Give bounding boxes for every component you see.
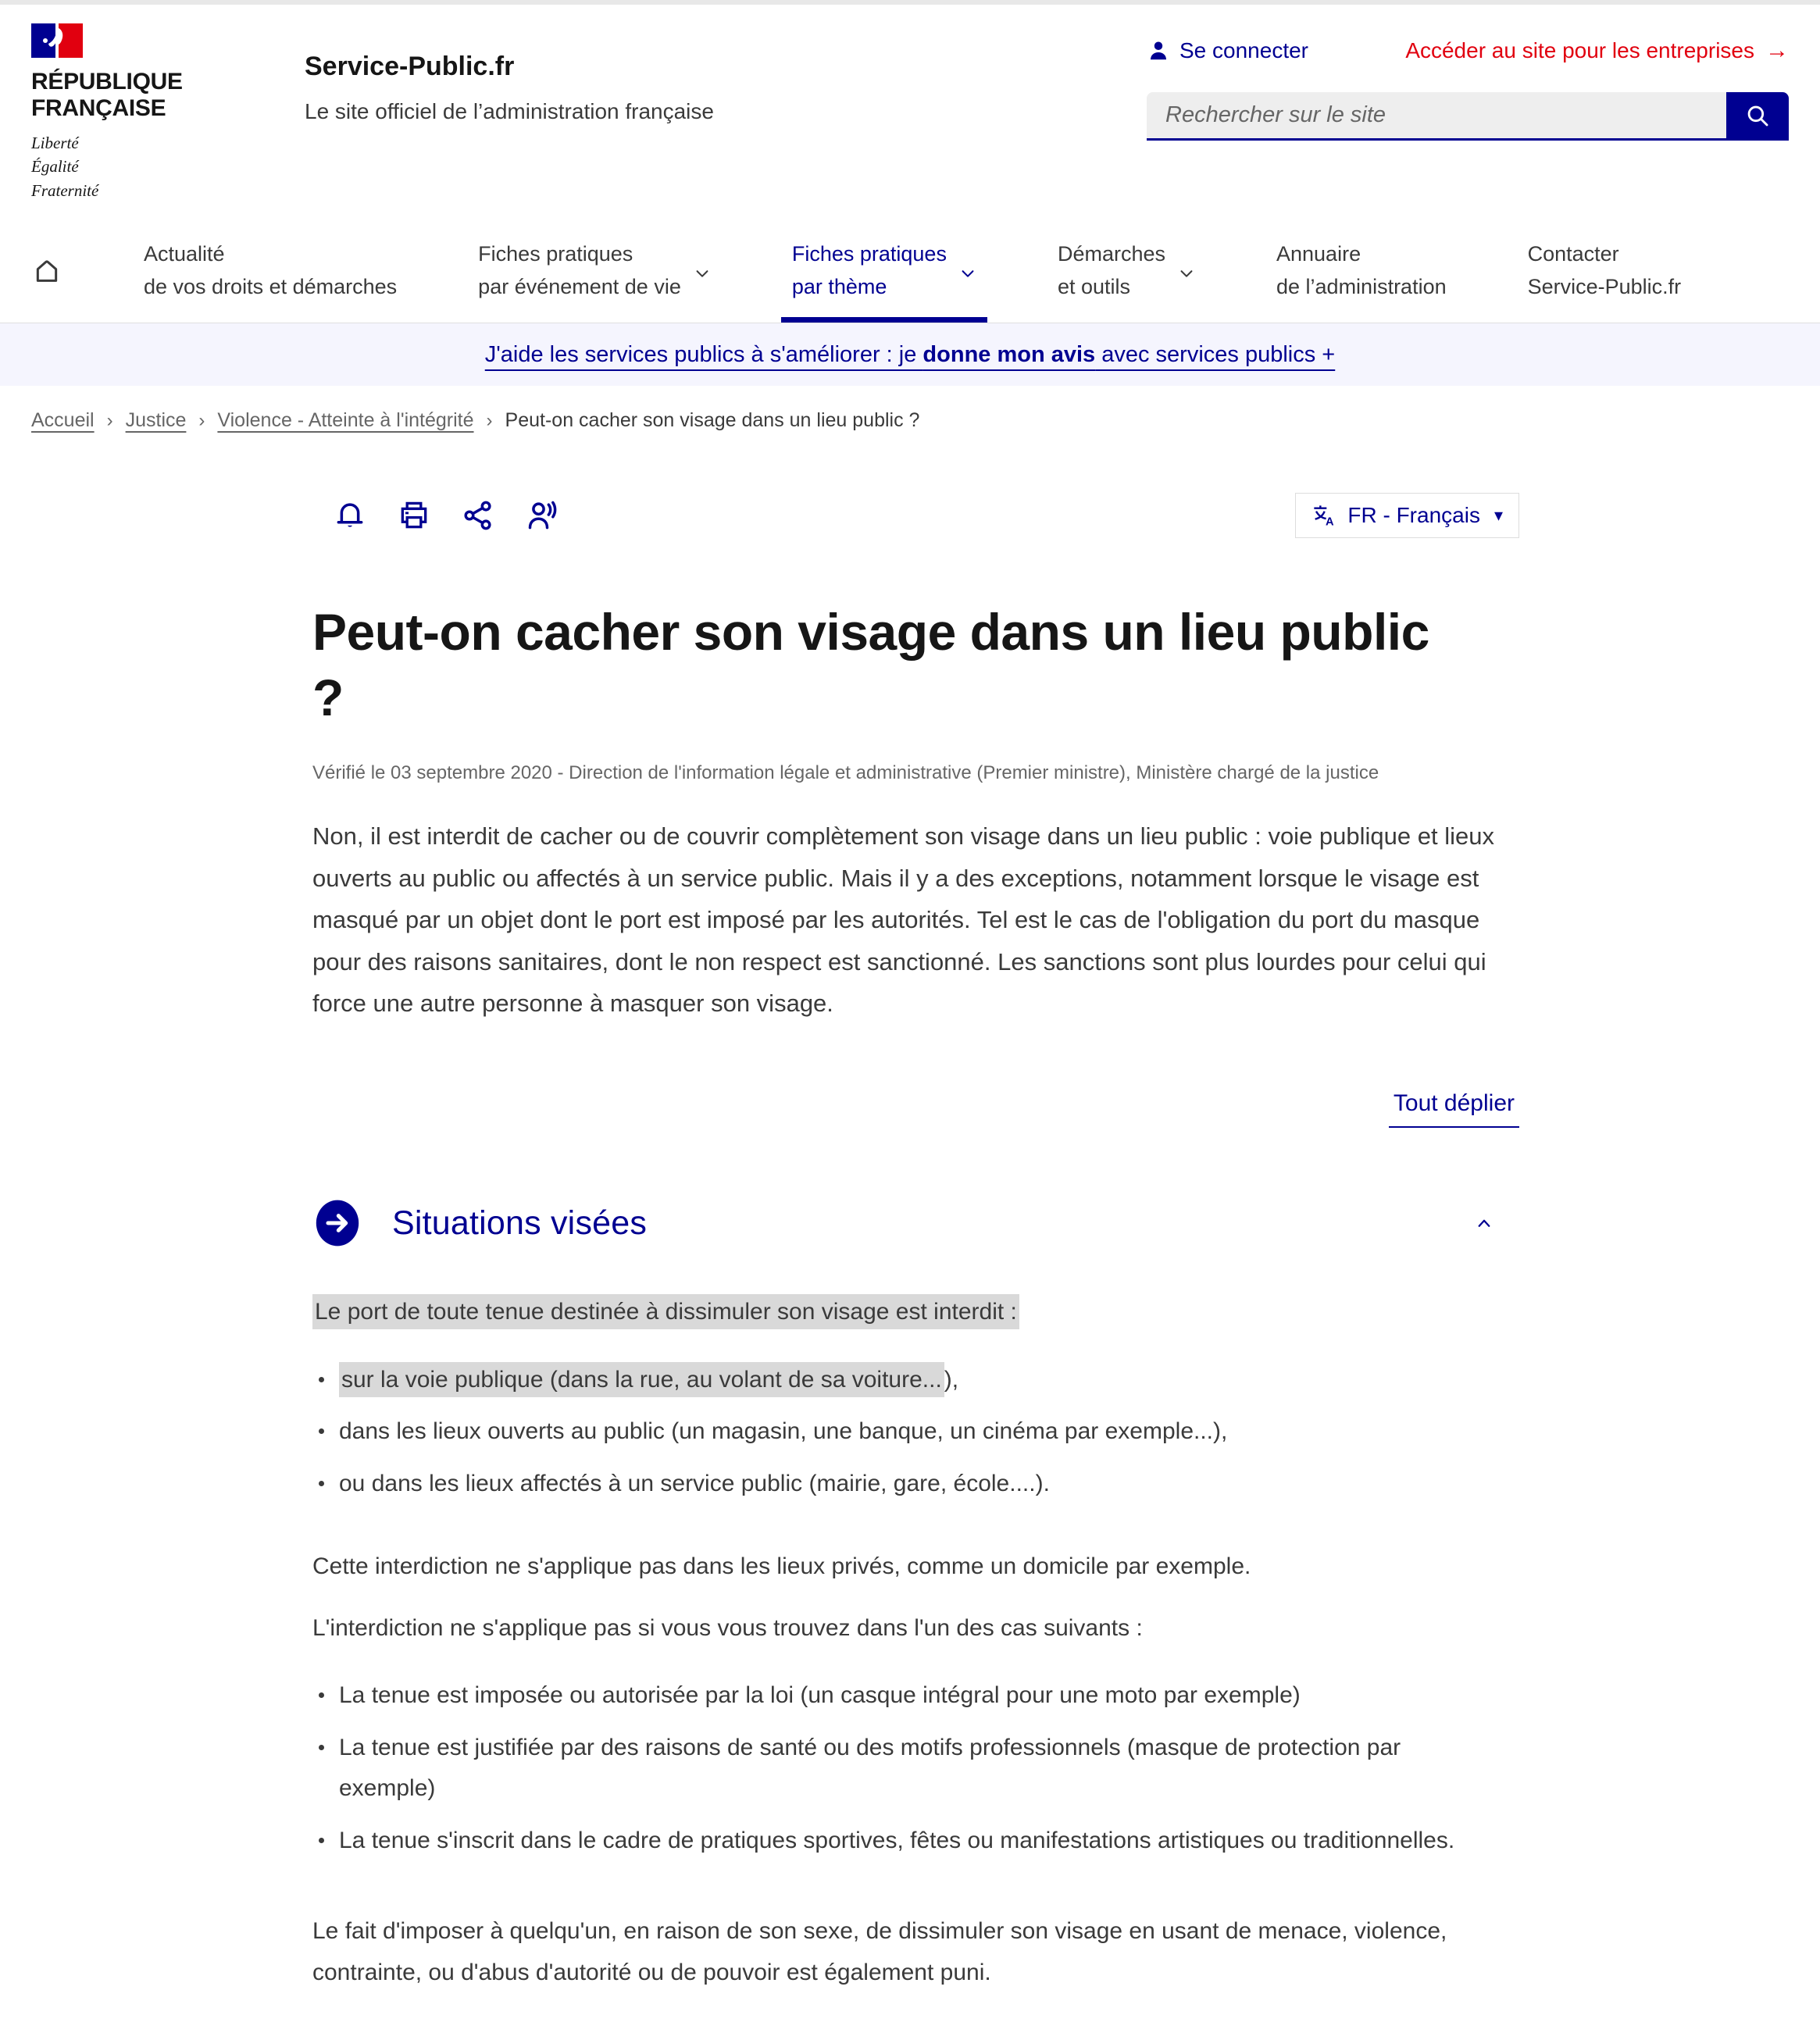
expand-all-row — [312, 1090, 1519, 1128]
banner-text-bold: donne mon avis — [922, 341, 1096, 367]
article-tools-row — [312, 493, 1519, 538]
list-item — [312, 1360, 1484, 1401]
svg-text:A: A — [1326, 515, 1334, 528]
section-lead — [312, 1292, 1519, 1333]
bell-icon — [333, 498, 367, 533]
person-icon — [1147, 39, 1170, 62]
nav-item-contacter[interactable] — [1528, 219, 1682, 323]
list-item-text: La tenue s'inscrit dans le cadre de pratiques sportives, fêtes ou manifestations artistiques ou traditionnelles. — [339, 1827, 1455, 1853]
breadcrumb — [0, 386, 1820, 451]
section-header[interactable] — [312, 1198, 1519, 1248]
list-item — [312, 1675, 1484, 1717]
chevron-up-icon — [1472, 1211, 1496, 1235]
printer-icon — [397, 498, 431, 533]
expand-all-link[interactable]: Tout déplier — [1389, 1090, 1519, 1128]
caret-down-icon: ▾ — [1493, 505, 1503, 525]
breadcrumb-justice[interactable]: Justice — [125, 409, 187, 431]
business-site-label: Accéder au site pour les entreprises — [1405, 38, 1754, 62]
list-item — [312, 1464, 1484, 1505]
person-speaking-icon — [525, 498, 561, 533]
print-button[interactable] — [397, 498, 431, 533]
list-item-text: ), — [944, 1366, 959, 1393]
site-header — [0, 5, 1820, 219]
nav-item-label: Contacter Service-Public.fr — [1527, 241, 1682, 298]
nav-home[interactable] — [31, 255, 62, 287]
nav-item-label: Fiches pratiques par événement de vie — [478, 241, 681, 298]
nav-item-label: Annuaire de l’administration — [1276, 241, 1447, 298]
login-link[interactable] — [1147, 38, 1308, 63]
article-intro: Non, il est interdit de cacher ou de couvrir complètement son visage dans un lieu public : voie publique et lieux ouverts au public ou affectés à un service public. Mais il y a des exceptions, notamment lorsque le visage est masqué par un objet dont le port est imposé par les autorités. Tel est le cas de l'obligation du port du masque pour des raisons sanitaires, dont le non respect est sanctionné. Les sanctions sont plus lourdes pour celui qui force une autre personne à masquer son visage. — [312, 822, 1494, 1018]
collapse-section-button[interactable] — [1472, 1211, 1496, 1235]
listen-button[interactable] — [525, 498, 561, 533]
nav-item-label: Fiches pratiques par thème — [791, 241, 947, 298]
header-links-row — [1147, 37, 1789, 64]
section-paragraph: Le fait d'imposer à quelqu'un, en raison de son sexe, de dissimuler son visage en usant de menace, violence, contrainte, ou d'abus d'autorité ou de pouvoir est également puni. — [312, 1918, 1447, 1985]
chevron-down-icon — [959, 265, 976, 282]
action-icons — [333, 498, 561, 533]
breadcrumb-separator: › — [198, 409, 205, 431]
header-right — [1147, 37, 1789, 141]
site-search — [1147, 92, 1789, 141]
search-input[interactable] — [1147, 92, 1726, 138]
arrow-right-circle-icon — [312, 1198, 362, 1248]
search-icon — [1744, 102, 1771, 129]
nav-item-fiches-evenement[interactable] — [478, 219, 711, 323]
prohibited-places-list — [312, 1360, 1519, 1505]
share-icon — [461, 498, 495, 533]
site-subtitle: Le site officiel de l’administration française — [305, 99, 714, 123]
breadcrumb-accueil[interactable]: Accueil — [31, 409, 95, 431]
section-paragraph: Cette interdiction ne s'applique pas dans les lieux privés, comme un domicile par exemple. — [312, 1553, 1251, 1580]
breadcrumb-violence[interactable]: Violence - Atteinte à l'intégrité — [217, 409, 474, 431]
chevron-down-icon — [1178, 265, 1195, 282]
nav-item-actualite[interactable] — [144, 219, 397, 323]
notifications-button[interactable] — [333, 498, 367, 533]
site-identity — [305, 52, 714, 124]
banner-text-suffix: avec services publics + — [1095, 341, 1336, 367]
nav-item-label: Démarches et outils — [1057, 241, 1165, 298]
business-site-link[interactable] — [1405, 37, 1789, 64]
section-situations-visees — [312, 1198, 1519, 1993]
main-navigation — [0, 219, 1820, 323]
list-item-text: ou dans les lieux affectés à un service public (mairie, gare, école....). — [339, 1470, 1050, 1496]
translate-icon — [1311, 503, 1336, 528]
list-item — [312, 1821, 1484, 1862]
section-paragraph: L'interdiction ne s'applique pas si vous vous trouvez dans l'un des cas suivants : — [312, 1614, 1143, 1641]
logo-text: RÉPUBLIQUE FRANÇAISE — [31, 69, 183, 121]
republique-francaise-logo — [31, 23, 227, 202]
feedback-banner — [0, 323, 1820, 386]
login-label: Se connecter — [1179, 38, 1308, 62]
breadcrumb-separator: › — [106, 409, 113, 431]
exceptions-list — [312, 1675, 1519, 1861]
language-selector[interactable] — [1295, 493, 1519, 538]
list-item-text: La tenue est imposée ou autorisée par la loi (un casque intégral pour une moto par exemple) — [339, 1682, 1301, 1709]
list-item-text: dans les lieux ouverts au public (un magasin, une banque, un cinéma par exemple...), — [339, 1418, 1228, 1445]
article — [312, 451, 1519, 2040]
feedback-banner-link[interactable] — [485, 342, 1336, 368]
arrow-right-icon: → — [1765, 37, 1789, 63]
nav-item-demarches[interactable] — [1058, 219, 1195, 323]
site-title: Service-Public.fr — [305, 52, 515, 81]
nav-item-label: Actualité de vos droits et démarches — [144, 241, 398, 298]
marianne-flag-icon — [31, 23, 83, 58]
page-title: Peut-on cacher son visage dans un lieu public ? — [312, 603, 1429, 727]
list-item-text: La tenue est justifiée par des raisons de santé ou des motifs professionnels (masque de protection par exemple) — [339, 1734, 1401, 1802]
section-title: Situations visées — [392, 1204, 648, 1242]
share-button[interactable] — [461, 498, 495, 533]
nav-item-fiches-theme[interactable] — [792, 219, 976, 323]
breadcrumb-separator: › — [486, 409, 493, 431]
search-button[interactable] — [1726, 92, 1789, 138]
home-icon — [31, 255, 62, 287]
banner-text-prefix: J'aide les services publics à s'améliorer : je — [484, 341, 923, 367]
nav-item-annuaire[interactable] — [1276, 219, 1447, 323]
logo-motto: Liberté Égalité Fraternité — [31, 133, 99, 200]
language-label: FR - Français — [1347, 503, 1480, 527]
highlighted-text: Le port de toute tenue destinée à dissimuler son visage est interdit : — [312, 1294, 1019, 1329]
article-meta: Vérifié le 03 septembre 2020 - Direction de l'information légale et administrative (Premier ministre), Ministère chargé de la justice — [312, 761, 1379, 783]
list-item — [312, 1411, 1484, 1453]
chevron-down-icon — [694, 265, 711, 282]
highlighted-text: sur la voie publique (dans la rue, au volant de sa voiture... — [339, 1362, 944, 1397]
list-item — [312, 1728, 1484, 1810]
breadcrumb-current-page: Peut-on cacher son visage dans un lieu public ? — [505, 409, 920, 431]
